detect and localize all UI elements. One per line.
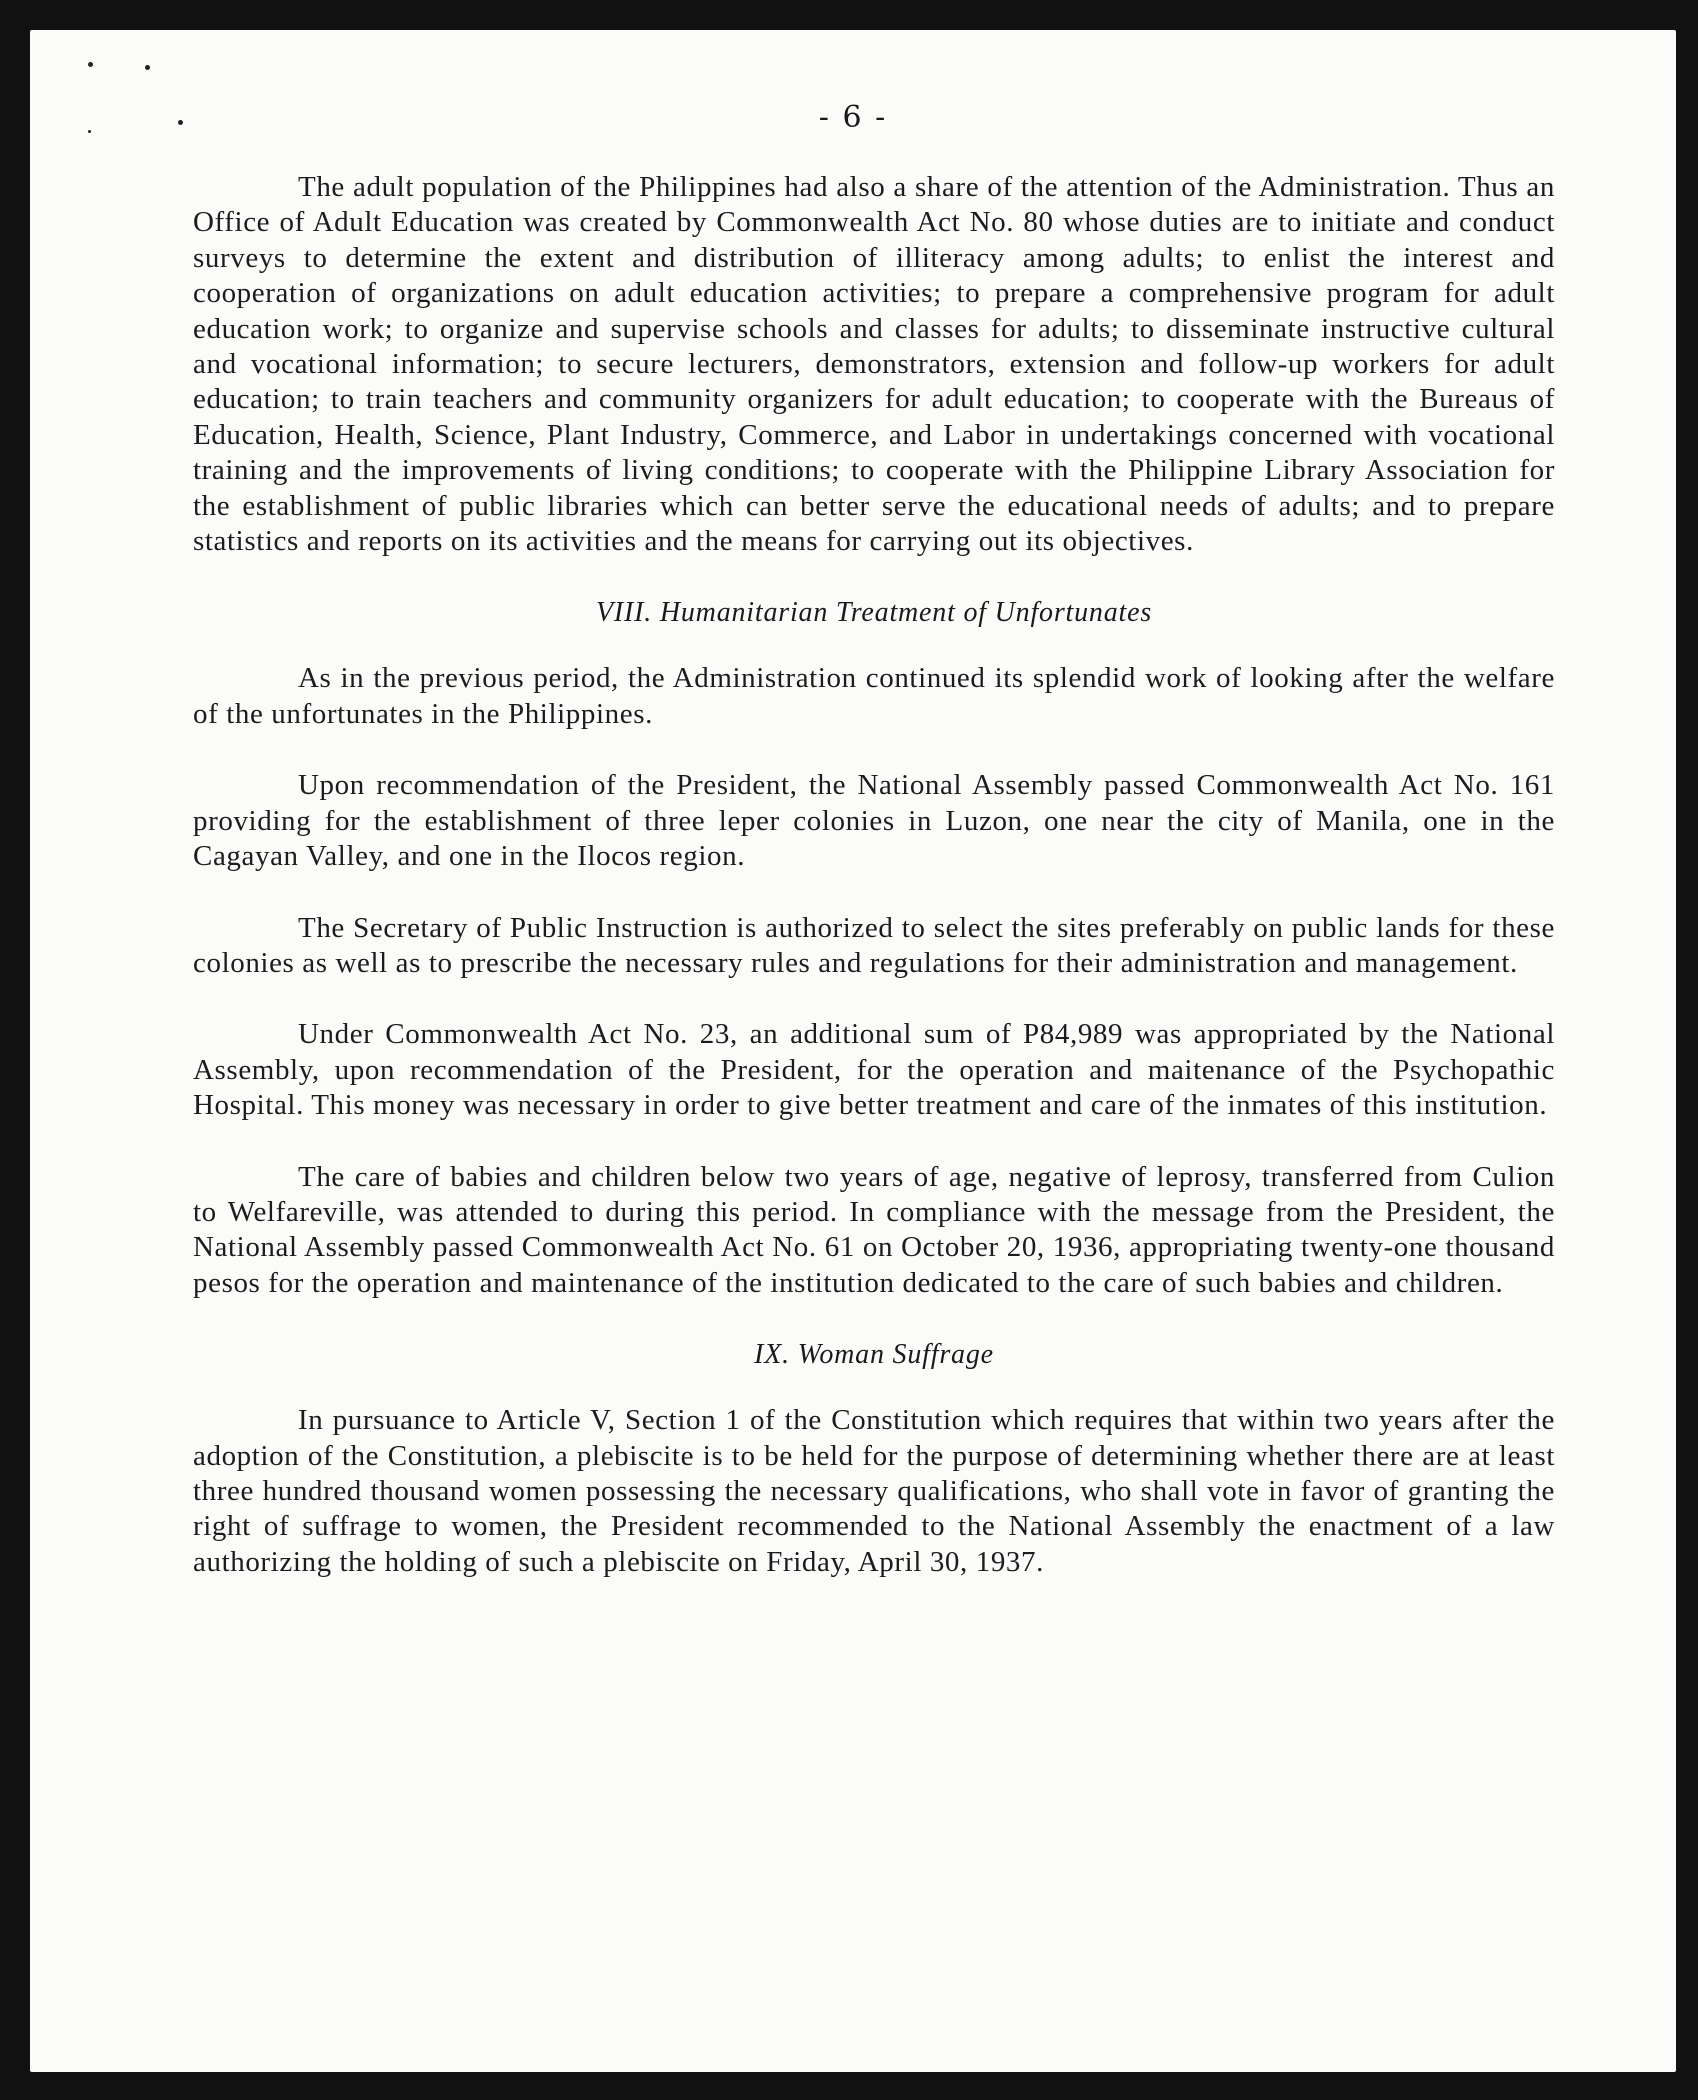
page-number: - 6 - [818, 100, 888, 135]
paragraph-secretary-public-instruction: The Secretary of Public Instruction is authorized to select the sites preferably on public lands for these colonies as well as to prescribe the necessary rules and regulations for their administration and management. [193, 911, 1555, 979]
document-body [193, 170, 1555, 1580]
paragraph-unfortunates-intro: As in the previous period, the Administration continued its splendid work of looking after the welfare of the unfortunates in the Philippines. [193, 662, 1555, 730]
scan-speck [145, 65, 150, 70]
section-heading-ix: IX. Woman Suffrage [754, 1339, 994, 1371]
paragraph-woman-suffrage: In pursuance to Article V, Section 1 of the Constitution which requires that within two years after the adoption of the Constitution, a plebiscite is to be held for the purpose of determining whether there are at least three hundred thousand women possessing the necessary qualifications, who shall vote in favor of granting the right of suffrage to women, the President recommended to the National Assembly the enactment of a law authorizing the holding of such a plebiscite on Friday, April 30, 1937. [193, 1404, 1555, 1578]
paragraph-adult-education: The adult population of the Philippines had also a share of the attention of the Administration. Thus an Office of Adult Education was created by Commonwealth Act No. 80 whose duties are to initiate and conduct surveys to determine the extent and distribution of illiteracy among adults; to enlist the interest and cooperation of organizations on adult education activities; to prepare a comprehensive program for adult education work; to organize and supervise schools and classes for adults; to disseminate instructive cultural and vocational information; to secure lecturers, demonstrators, extension and follow-up workers for adult education; to train teachers and community organizers for adult education; to cooperate with the Bureaus of Education, Health, Science, Plant Industry, Commerce, and Labor in undertakings concerned with vocational training and the improvements of living conditions; to cooperate with the Philippine Library Association for the establishment of public libraries which can better serve the educational needs of adults; and to prepare statistics and reports on its activities and the means for carrying out its objectives. [193, 171, 1555, 558]
paragraph-babies-children: The care of babies and children below two years of age, negative of leprosy, transferred from Culion to Welfareville, was attended to during this period. In compliance with the message from the President, the National Assembly passed Commonwealth Act No. 61 on October 20, 1936, appropriating twenty-one thousand pesos for the operation and maintenance of the institution dedicated to the care of such babies and children. [193, 1160, 1555, 1299]
scan-speck [88, 62, 93, 67]
paragraph-leper-colonies: Upon recommendation of the President, the National Assembly passed Commonwealth Act No. 161 providing for the establishment of three leper colonies in Luzon, one near the city of Manila, one in the Cagayan Valley, and one in the Ilocos region. [193, 769, 1555, 873]
section-heading-viii: VIII. Humanitarian Treatment of Unfortunates [595, 597, 1153, 629]
document-page [30, 30, 1676, 2072]
paragraph-psychopathic-hospital: Under Commonwealth Act No. 23, an additional sum of P84,989 was appropriated by the National Assembly, upon recommendation of the President, for the operation and maitenance of the Psychopathic Hospital. This money was necessary in order to give better treatment and care of the inmates of this institution. [193, 1018, 1555, 1122]
